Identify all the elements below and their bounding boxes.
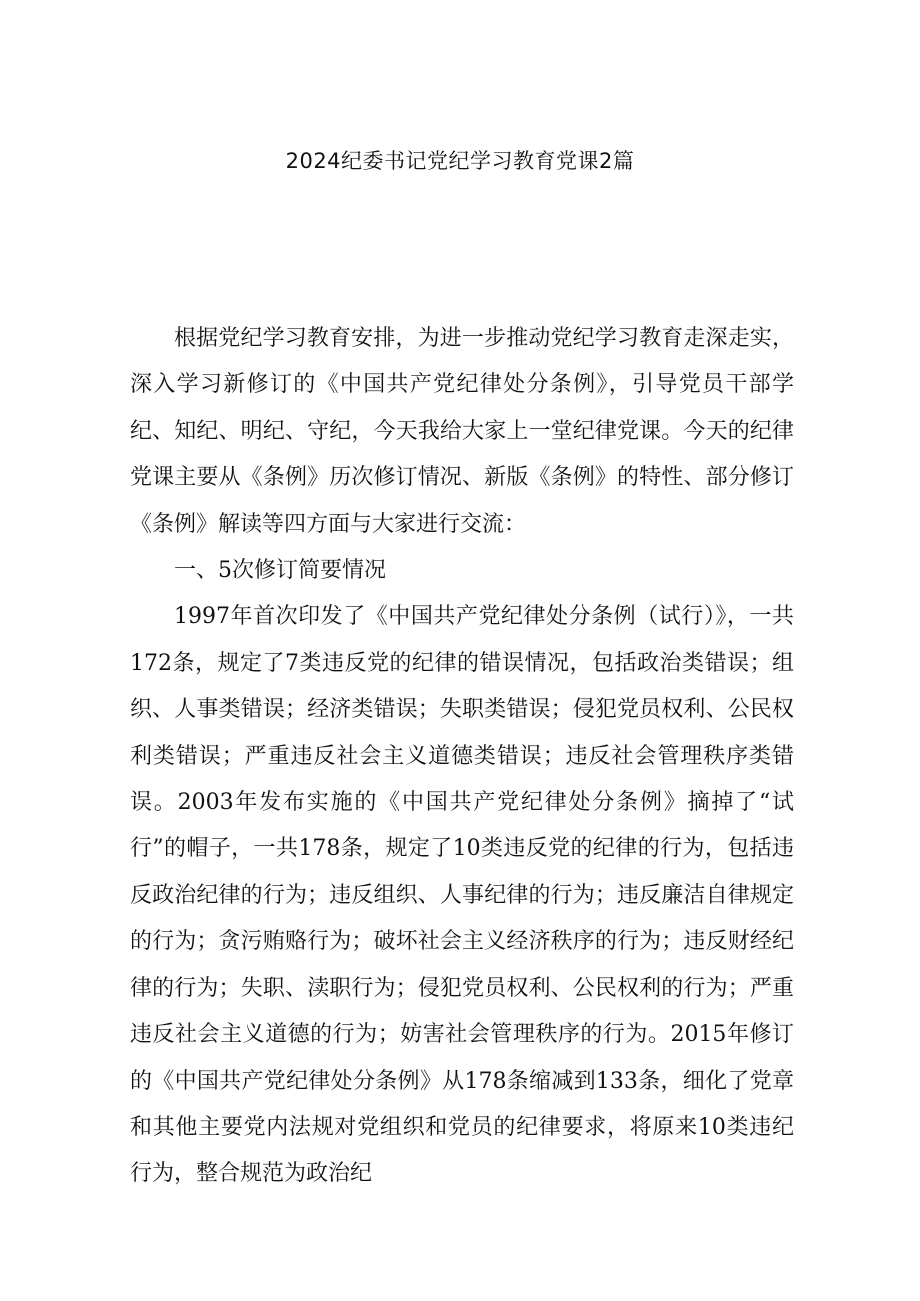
history-paragraph: 1997年首次印发了《中国共产党纪律处分条例（试行）》，一共172条，规定了7类违反党的纪律的错误情况，包括政治类错误；组织、人事类错误；经济类错误；失职类错误；侵犯党员权利、公民权利类错误；严重违反社会主义道德类错误；违反社会管理秩序类错误。2003年发布实施的《中国共产党纪律处分条例》摘掉了“试行”的帽子，一共178条，规定了10类违反党的纪律的行为，包括违反政治纪律的行为；违反组织、人事纪律的行为；违反廉洁自律规定的行为；贪污贿赂行为；破坏社会主义经济秩序的行为；违反财经纪律的行为；失职、渎职行为；侵犯党员权利、公民权利的行为；严重违反社会主义道德的行为；妨害社会管理秩序的行为。2015年修订的《中国共产党纪律处分条例》从178条缩减到133条，细化了党章和其他主要党内法规对党组织和党员的纪律要求，将原来10类违纪行为，整合规范为政治纪 (130, 604, 794, 1187)
intro-paragraph: 根据党纪学习教育安排，为进一步推动党纪学习教育走深走实，深入学习新修订的《中国共产党纪律处分条例》，引导党员干部学纪、知纪、明纪、守纪，今天我给大家上一堂纪律党课。今天的纪律党课主要从《条例》历次修订情况、新版《条例》的特性、部分修订《条例》解读等四方面与大家进行交流： (130, 326, 794, 537)
section-heading: 一、5次修订简要情况 (174, 558, 386, 584)
document-body (130, 316, 794, 1198)
document-title: 2024纪委书记党纪学习教育党课2篇 (285, 149, 635, 173)
